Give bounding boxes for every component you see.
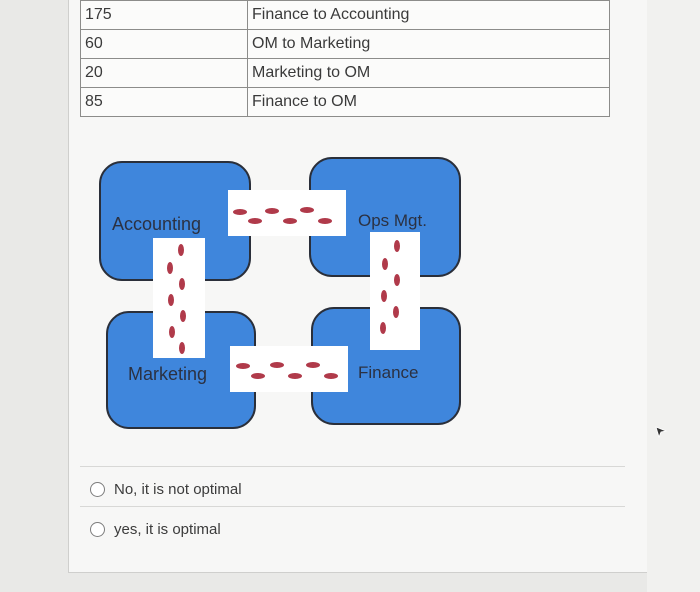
choice-optimal[interactable] xyxy=(90,518,242,540)
page-margin xyxy=(647,0,700,592)
route-cell: Finance to OM xyxy=(248,88,610,117)
table-row xyxy=(81,1,610,30)
table-row xyxy=(81,59,610,88)
choice-label: No, it is not optimal xyxy=(114,480,242,498)
divider xyxy=(80,466,625,467)
flow-table xyxy=(80,0,610,117)
answer-choices xyxy=(90,478,242,558)
path-bottom xyxy=(230,346,348,392)
mouse-cursor-icon xyxy=(654,425,668,439)
path-left xyxy=(153,238,205,358)
amount-cell: 85 xyxy=(81,88,248,117)
choice-label: yes, it is optimal xyxy=(114,520,221,538)
route-cell: OM to Marketing xyxy=(248,30,610,59)
route-cell: Finance to Accounting xyxy=(248,1,610,30)
choice-not-optimal[interactable] xyxy=(90,478,242,500)
divider xyxy=(80,506,625,507)
radio-button[interactable] xyxy=(90,522,105,537)
accounting-label: Accounting xyxy=(112,214,202,234)
ops-label: Ops Mgt. xyxy=(358,211,427,230)
department-flow-diagram xyxy=(95,150,475,440)
amount-cell: 20 xyxy=(81,59,248,88)
route-cell: Marketing to OM xyxy=(248,59,610,88)
table-row xyxy=(81,88,610,117)
amount-cell: 175 xyxy=(81,1,248,30)
marketing-label: Marketing xyxy=(128,364,208,384)
finance-label: Finance xyxy=(358,363,419,382)
table-row xyxy=(81,30,610,59)
amount-cell: 60 xyxy=(81,30,248,59)
radio-button[interactable] xyxy=(90,482,105,497)
